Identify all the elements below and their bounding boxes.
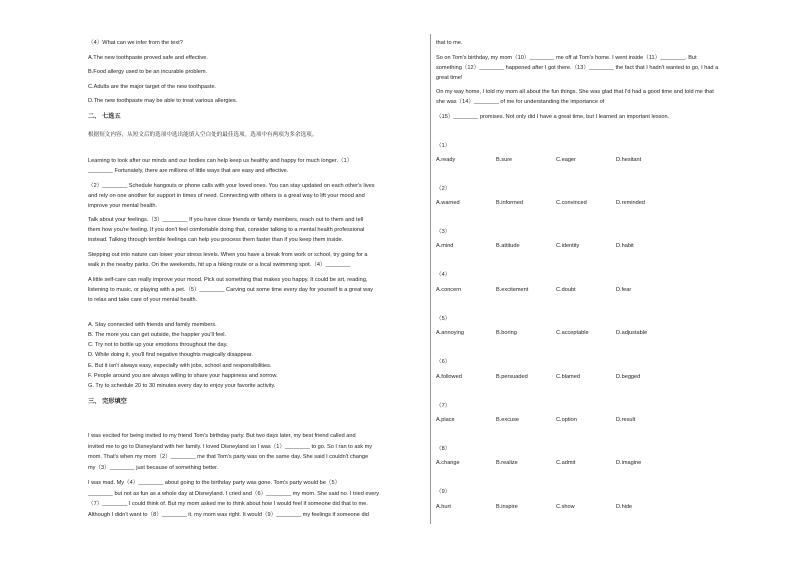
passage-line: ________ Fortunately, there are millions of little ways that are easy and effective. <box>88 168 289 174</box>
q5-option-b: B.boring <box>496 330 517 336</box>
q2-option-d: D.reminded <box>616 200 645 206</box>
passage-line: them how you're feeling. If you don't feel comfortable doing that, consider talking to a mental health professional <box>88 227 365 233</box>
q1-option-b: B.sure <box>496 157 513 163</box>
choice-f: F. People around you are always willing to share your happiness and sorrow. <box>88 373 278 379</box>
passage-line: On my way home, I told my mom all about the fun things. She was glad that I'd had a good time and told me that <box>436 89 714 95</box>
passage-line: mom. That's when my mom（2）________ me that Tom's party was on the same day. She said I couldn't change <box>88 454 369 460</box>
q9-option-a: A.hurt <box>436 504 451 510</box>
q8-option-a: A.change <box>436 460 460 466</box>
passage-line: something（12）________ happened after I got there.（13）________ the fact that I hadn't wanted to go, I had a <box>436 65 719 71</box>
q5-option-d: D.adjustable <box>616 330 648 336</box>
q1-option-a: A.ready <box>436 157 456 163</box>
q7-option-d: D.result <box>616 417 636 423</box>
passage-line: she was（14）________ of me for understanding the importance of <box>436 99 605 105</box>
passage-line: Stepping out into nature can lower your stress levels. When you have a break from work or school, try going for a <box>88 252 368 258</box>
choice-e: E. But it isn't always easy, especially with jobs, school and responsibilities. <box>88 363 272 369</box>
question-number: （4） <box>436 272 451 278</box>
question-number: （6） <box>436 359 451 365</box>
choice-d: D. While doing it, you'll find negative thoughts magically disappear. <box>88 352 253 358</box>
q2-option-c: C.convinced <box>556 200 587 206</box>
passage-line: （15）________ promises. Not only did I have a great time, but I learned an important lesson. <box>436 114 670 120</box>
q5-option-a: A.annoying <box>436 330 464 336</box>
q3-option-c: C.identity <box>556 243 580 249</box>
passage-line: A little self-care can really improve your mood. Pick out something that makes you happy. It could be art, reading, <box>88 277 368 283</box>
passage-line: I was excited for being invited to my friend Tom's birthday party. But two days later, my best friend called and <box>88 433 356 439</box>
section-heading-seven-choose-five: 二、 七选五 <box>88 113 121 120</box>
passage-line: and rely on one another for support in times of need. Connecting with others is a great way to lift your mood and <box>88 193 365 199</box>
q7-option-b: B.excuse <box>496 417 520 423</box>
passage-line: instead. Talking through terrible feelings can help you process them faster than if you keep them inside. <box>88 237 344 243</box>
q7-option-a: A.place <box>436 417 455 423</box>
question-number: （8） <box>436 446 451 452</box>
q5-option-c: C.acceptable <box>556 330 589 336</box>
q7-option-c: C.option <box>556 417 577 423</box>
question-4-stem: （4）What can we infer from the text? <box>88 40 183 46</box>
passage-line: So on Tom's birthday, my mom（10）________ me off at Tom's home. I went inside（11）________. But <box>436 55 697 61</box>
q1-option-d: D.hesitant <box>616 157 642 163</box>
q2-option-b: B.informed <box>496 200 524 206</box>
q4-option-c: C.Adults are the major target of the new toothpaste. <box>88 84 217 90</box>
q4-option-a: A.concern <box>436 287 462 293</box>
q3-option-a: A.mind <box>436 243 454 249</box>
q3-option-d: D.habit <box>616 243 634 249</box>
q4-option-c: C.doubt <box>556 287 576 293</box>
section-heading-cloze: 三、 完形填空 <box>88 398 127 405</box>
q1-option-c: C.eager <box>556 157 576 163</box>
choice-g: G. Try to schedule 20 to 30 minutes every day to enjoy your favorite activity. <box>88 383 276 389</box>
choice-c: C. Try not to bottle up your emotions throughout the day. <box>88 342 228 348</box>
passage-line: Learning to look after our minds and our bodies can help keep us healthy and happy for much longer.（1） <box>88 158 353 164</box>
passage-line: （2）________ Schedule hangouts or phone calls with your loved ones. You can stay updated on each other's lives <box>88 183 375 189</box>
passage-line: my（3）________ just because of something better. <box>88 465 219 471</box>
q3-option-b: B.attitude <box>496 243 520 249</box>
passage-line: great time! <box>436 75 463 81</box>
choice-a: A. Stay connected with friends and family members. <box>88 322 217 328</box>
q8-option-c: C.admit <box>556 460 576 466</box>
passage-line: that to me. <box>436 40 463 46</box>
q2-option-a: A.warned <box>436 200 460 206</box>
q4-option-d: D.The new toothpaste may be able to treat various allergies. <box>88 98 238 104</box>
q4-option-b: B.excitement <box>496 287 529 293</box>
q6-option-b: B.persuaded <box>496 374 528 380</box>
column-divider <box>430 34 431 524</box>
passage-line: （7）________ I could think of. But my mom asked me to think about how I would feel if someone did that to me. <box>88 501 368 507</box>
q9-option-b: B.inspire <box>496 504 518 510</box>
q8-option-b: B.realize <box>496 460 518 466</box>
q6-option-d: D.begged <box>616 374 641 380</box>
q6-option-c: C.blamed <box>556 374 580 380</box>
q9-option-c: C.show <box>556 504 575 510</box>
passage-line: improve your mental health. <box>88 203 158 209</box>
passage-line: ________ but not as fun as a whole day at Disneyland. I cried and（6）________ my mom. She said no. I tried every <box>88 491 380 497</box>
passage-line: listening to music, or playing with a pet.（5）________ Carving out some time every day for yourself is a great way <box>88 287 374 293</box>
section-instruction: 根据短文内容，从短文后的选项中选出能填入空白处的最佳选项。选项中有两项为多余选项。 <box>88 132 318 138</box>
choice-b: B. The more you can get outside, the happier you'll feel. <box>88 332 227 338</box>
passage-line: invited me to go to Disneyland with her family. I loved Disneyland so I was（1）________ to go. So I ran to ask my <box>88 444 373 450</box>
q4-option-d: D.fear <box>616 287 632 293</box>
question-number: （1） <box>436 143 451 149</box>
q6-option-a: A.followed <box>436 374 462 380</box>
question-number: （2） <box>436 186 451 192</box>
question-number: （5） <box>436 316 451 322</box>
q9-option-d: D.hide <box>616 504 633 510</box>
question-number: （9） <box>436 489 451 495</box>
passage-line: I was mad. My（4）________ about going to the birthday party was gone. Tom's party would be（5） <box>88 480 341 486</box>
q8-option-d: D.imagine <box>616 460 642 466</box>
passage-line: Talk about your feelings.（3）________ If you have close friends or family members, reach out to them and tell <box>88 217 364 223</box>
question-number: （7） <box>436 403 451 409</box>
passage-line: Although I didn't want to（8）________ it, my mom was right. It would（9）________ my feelings if someone did <box>88 512 369 518</box>
question-number: （3） <box>436 229 451 235</box>
q4-option-b: B.Food allergy used to be an incurable problem. <box>88 69 208 75</box>
passage-line: walk in the nearby parks. On the weekends, hit up a hiking route or a local swimming spot.（4）________ <box>88 262 351 268</box>
q4-option-a: A.The new toothpaste proved safe and effective. <box>88 55 208 61</box>
passage-line: to relax and take care of your mental health. <box>88 297 198 303</box>
